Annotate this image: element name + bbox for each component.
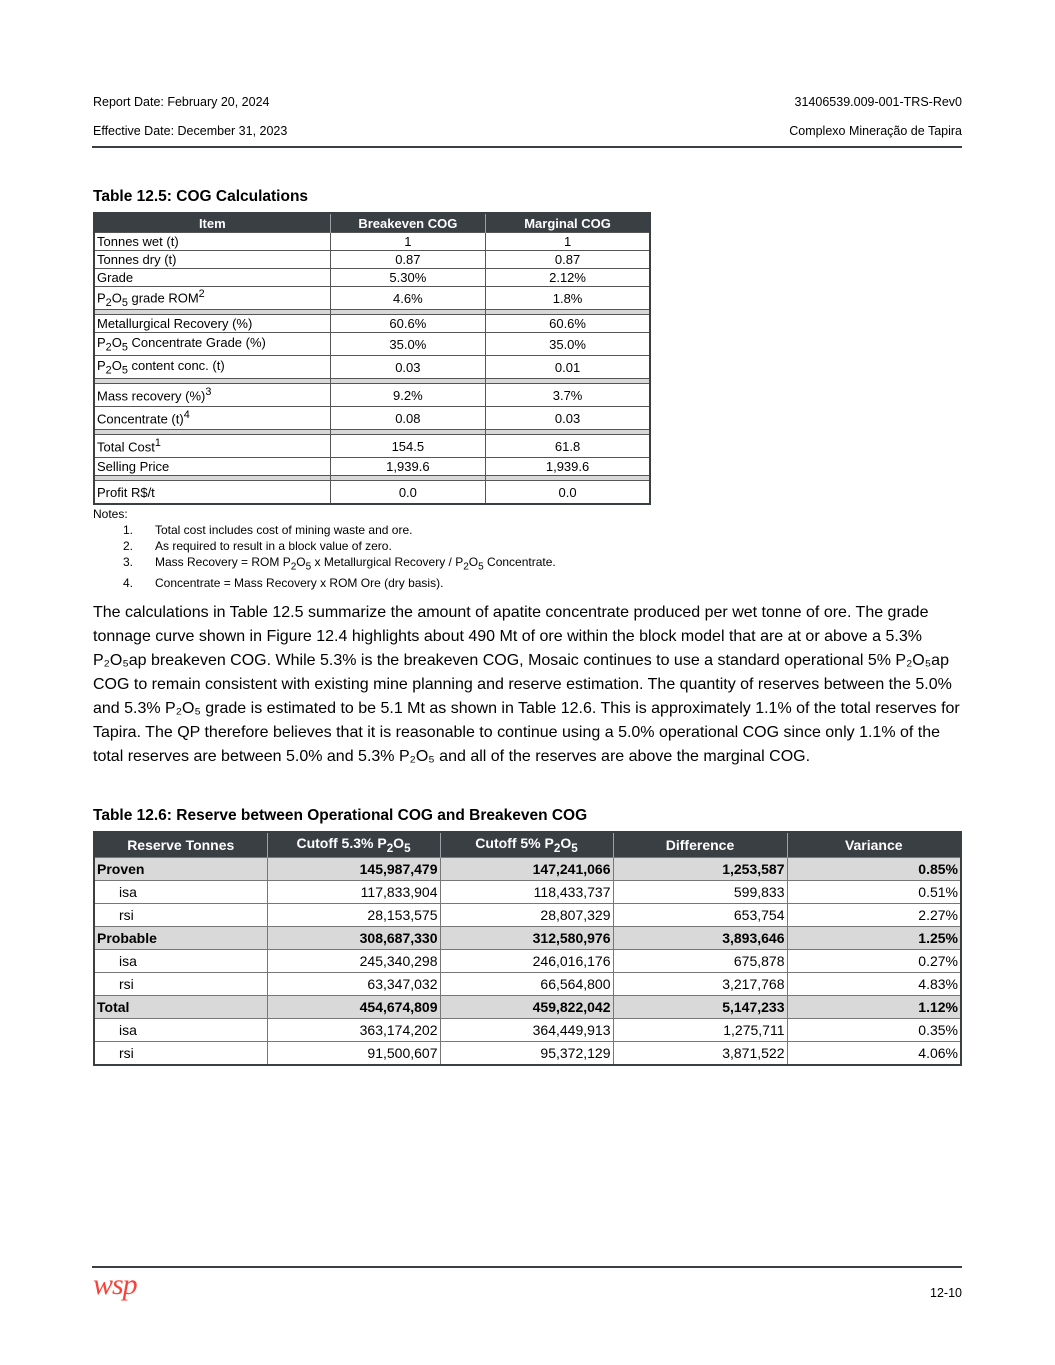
- breakeven-value: 5.30%: [330, 269, 486, 287]
- reserve-category: isa: [94, 881, 267, 904]
- cog-calculations-table: [93, 212, 651, 505]
- cutoff-5-3-value: 454,674,809: [267, 996, 440, 1019]
- table-row: [94, 407, 650, 430]
- breakeven-value: 1,939.6: [330, 458, 486, 476]
- reserve-category: isa: [94, 950, 267, 973]
- difference-value: 5,147,233: [613, 996, 787, 1019]
- row-label: $P_2O_5$ grade ROM$^2$: [94, 287, 330, 310]
- cutoff-5-value: 95,372,129: [440, 1042, 613, 1066]
- row-label: Profit R$/t: [94, 481, 330, 505]
- cutoff-5-3-value: 363,174,202: [267, 1019, 440, 1042]
- footer-divider: [92, 1266, 962, 1268]
- cutoff-5-3-value: 308,687,330: [267, 927, 440, 950]
- variance-value: 1.12%: [787, 996, 961, 1019]
- row-label: Total Cost$^1$: [94, 435, 330, 458]
- marginal-value: 1.8%: [486, 287, 650, 310]
- table-row: [94, 481, 650, 505]
- cutoff-5-value: 312,580,976: [440, 927, 613, 950]
- table-row: [94, 333, 650, 356]
- breakeven-value: 1: [330, 233, 486, 251]
- col-header-marginal: Marginal COG: [486, 213, 650, 233]
- difference-value: 653,754: [613, 904, 787, 927]
- table-row: [94, 881, 961, 904]
- row-label: Mass recovery (%)$^3$: [94, 384, 330, 407]
- reserve-category: rsi: [94, 1042, 267, 1066]
- table-row: [94, 269, 650, 287]
- marginal-value: 0.0: [486, 481, 650, 505]
- breakeven-value: 35.0%: [330, 333, 486, 356]
- col-header-cutoff-5-3: Cutoff 5.3% $P_2O_5$: [267, 832, 440, 858]
- marginal-value: 60.6%: [486, 315, 650, 333]
- marginal-value: 0.01: [486, 356, 650, 379]
- marginal-value: 3.7%: [486, 384, 650, 407]
- table-row: [94, 1019, 961, 1042]
- row-label: $P_2O_5$ content conc. (t): [94, 356, 330, 379]
- table-row: [94, 251, 650, 269]
- table-header-row: [94, 213, 650, 233]
- table-12-5-caption: Table 12.5: COG Calculations: [93, 188, 309, 205]
- row-label: Tonnes wet (t): [94, 233, 330, 251]
- marginal-value: 0.03: [486, 407, 650, 430]
- breakeven-value: 60.6%: [330, 315, 486, 333]
- cutoff-5-value: 66,564,800: [440, 973, 613, 996]
- body-paragraph: The calculations in Table 12.5 summarize the amount of apatite concentrate produced per wet tonne of ore. The grade tonnage curve shown in Figure 12.4 highlights about 490 Mt of ore within the block model that are at or above a 5.3% P₂O₅ap breakeven COG. While 5.3% is the breakeven COG, Mosaic continues to use a standard operational 5% P₂O₅ap COG to remain consistent with existing mine planning and reserve estimation. The quantity of reserves between the 5.0% and 5.3% P₂O₅ grade is estimated to be 5.1 Mt as shown in Table 12.6. This is approximately 1.1% of the total reserves for Tapira. The QP therefore believes that it is reasonable to continue using a 5.0% operational COG since only 1.1% of the total reserves are between 5.0% and 5.3% P₂O₅ and all of the reserves are above the marginal COG.: [93, 604, 960, 765]
- marginal-value: 1: [486, 233, 650, 251]
- note-item: 2. As required to result in a block value of zero.: [123, 539, 392, 553]
- reserve-category: rsi: [94, 904, 267, 927]
- breakeven-value: 0.0: [330, 481, 486, 505]
- breakeven-value: 0.87: [330, 251, 486, 269]
- difference-value: 1,275,711: [613, 1019, 787, 1042]
- variance-value: 4.83%: [787, 973, 961, 996]
- table-row: [94, 927, 961, 950]
- cutoff-5-value: 364,449,913: [440, 1019, 613, 1042]
- col-header-variance: Variance: [787, 832, 961, 858]
- row-label: Selling Price: [94, 458, 330, 476]
- table-12-6-caption: Table 12.6: Reserve between Operational COG and Breakeven COG: [93, 807, 588, 824]
- project-name: Complexo Mineração de Tapira: [789, 124, 962, 138]
- reserve-table-body: [94, 858, 961, 1066]
- table-row: [94, 950, 961, 973]
- wsp-logo-text: wsp: [93, 1272, 137, 1301]
- breakeven-value: 9.2%: [330, 384, 486, 407]
- variance-value: 1.25%: [787, 927, 961, 950]
- breakeven-value: 154.5: [330, 435, 486, 458]
- table-row: [94, 287, 650, 310]
- row-label: Metallurgical Recovery (%): [94, 315, 330, 333]
- header-divider: [92, 146, 962, 148]
- table-row: [94, 904, 961, 927]
- variance-value: 4.06%: [787, 1042, 961, 1066]
- cutoff-5-value: 459,822,042: [440, 996, 613, 1019]
- table-row: [94, 973, 961, 996]
- note-item: 1. Total cost includes cost of mining waste and ore.: [123, 523, 413, 537]
- difference-value: 675,878: [613, 950, 787, 973]
- table-row: [94, 996, 961, 1019]
- breakeven-value: 4.6%: [330, 287, 486, 310]
- cutoff-5-3-value: 145,987,479: [267, 858, 440, 881]
- col-header-difference: Difference: [613, 832, 787, 858]
- reserve-category: Total: [94, 996, 267, 1019]
- cutoff-5-3-value: 117,833,904: [267, 881, 440, 904]
- cutoff-5-3-value: 91,500,607: [267, 1042, 440, 1066]
- variance-value: 0.85%: [787, 858, 961, 881]
- difference-value: 1,253,587: [613, 858, 787, 881]
- cutoff-5-value: 147,241,066: [440, 858, 613, 881]
- reserve-category: isa: [94, 1019, 267, 1042]
- table-row: [94, 315, 650, 333]
- row-label: Tonnes dry (t): [94, 251, 330, 269]
- col-header-breakeven: Breakeven COG: [330, 213, 486, 233]
- table-row: [94, 384, 650, 407]
- row-label: Grade: [94, 269, 330, 287]
- marginal-value: 35.0%: [486, 333, 650, 356]
- wsp-logo: [93, 1272, 157, 1308]
- table-notes: [93, 506, 556, 591]
- cutoff-5-value: 246,016,176: [440, 950, 613, 973]
- variance-value: 0.51%: [787, 881, 961, 904]
- col-header-cutoff-5: Cutoff 5% $P_2O_5$: [440, 832, 613, 858]
- report-date: Report Date: February 20, 2024: [93, 95, 270, 109]
- table-row: [94, 458, 650, 476]
- cutoff-5-3-value: 245,340,298: [267, 950, 440, 973]
- table-row: [94, 233, 650, 251]
- table-header-row: [94, 832, 961, 858]
- variance-value: 0.35%: [787, 1019, 961, 1042]
- reserve-cog-table: [93, 831, 962, 1066]
- row-label: Concentrate $(t)^4$: [94, 407, 330, 430]
- table-row: [94, 1042, 961, 1066]
- breakeven-value: 0.03: [330, 356, 486, 379]
- cutoff-5-value: 28,807,329: [440, 904, 613, 927]
- notes-title: Notes:: [93, 507, 128, 521]
- document-id: 31406539.009-001-TRS-Rev0: [794, 95, 962, 109]
- note-item: 3. Mass Recovery = ROM $P_2O_5$ x Metallurgical Recovery / $P_2O_5$ Concentrate.: [123, 555, 556, 573]
- difference-value: 3,871,522: [613, 1042, 787, 1066]
- cutoff-5-3-value: 63,347,032: [267, 973, 440, 996]
- col-header-item: Item: [94, 213, 330, 233]
- cutoff-5-value: 118,433,737: [440, 881, 613, 904]
- variance-value: 0.27%: [787, 950, 961, 973]
- marginal-value: 1,939.6: [486, 458, 650, 476]
- col-header-reserve-tonnes: Reserve Tonnes: [94, 832, 267, 858]
- effective-date: Effective Date: December 31, 2023: [93, 124, 288, 138]
- difference-value: 599,833: [613, 881, 787, 904]
- marginal-value: 2.12%: [486, 269, 650, 287]
- difference-value: 3,217,768: [613, 973, 787, 996]
- table-row: [94, 858, 961, 881]
- reserve-category: Probable: [94, 927, 267, 950]
- difference-value: 3,893,646: [613, 927, 787, 950]
- breakeven-value: 0.08: [330, 407, 486, 430]
- page-number: 12-10: [930, 1286, 962, 1300]
- reserve-category: Proven: [94, 858, 267, 881]
- table-row: [94, 435, 650, 458]
- marginal-value: 0.87: [486, 251, 650, 269]
- table-row: [94, 356, 650, 379]
- marginal-value: 61.8: [486, 435, 650, 458]
- row-label: $P_2O_5$ Concentrate Grade (%): [94, 333, 330, 356]
- note-item: 4. Concentrate = Mass Recovery x ROM Ore (dry basis).: [123, 576, 444, 591]
- reserve-category: rsi: [94, 973, 267, 996]
- variance-value: 2.27%: [787, 904, 961, 927]
- cutoff-5-3-value: 28,153,575: [267, 904, 440, 927]
